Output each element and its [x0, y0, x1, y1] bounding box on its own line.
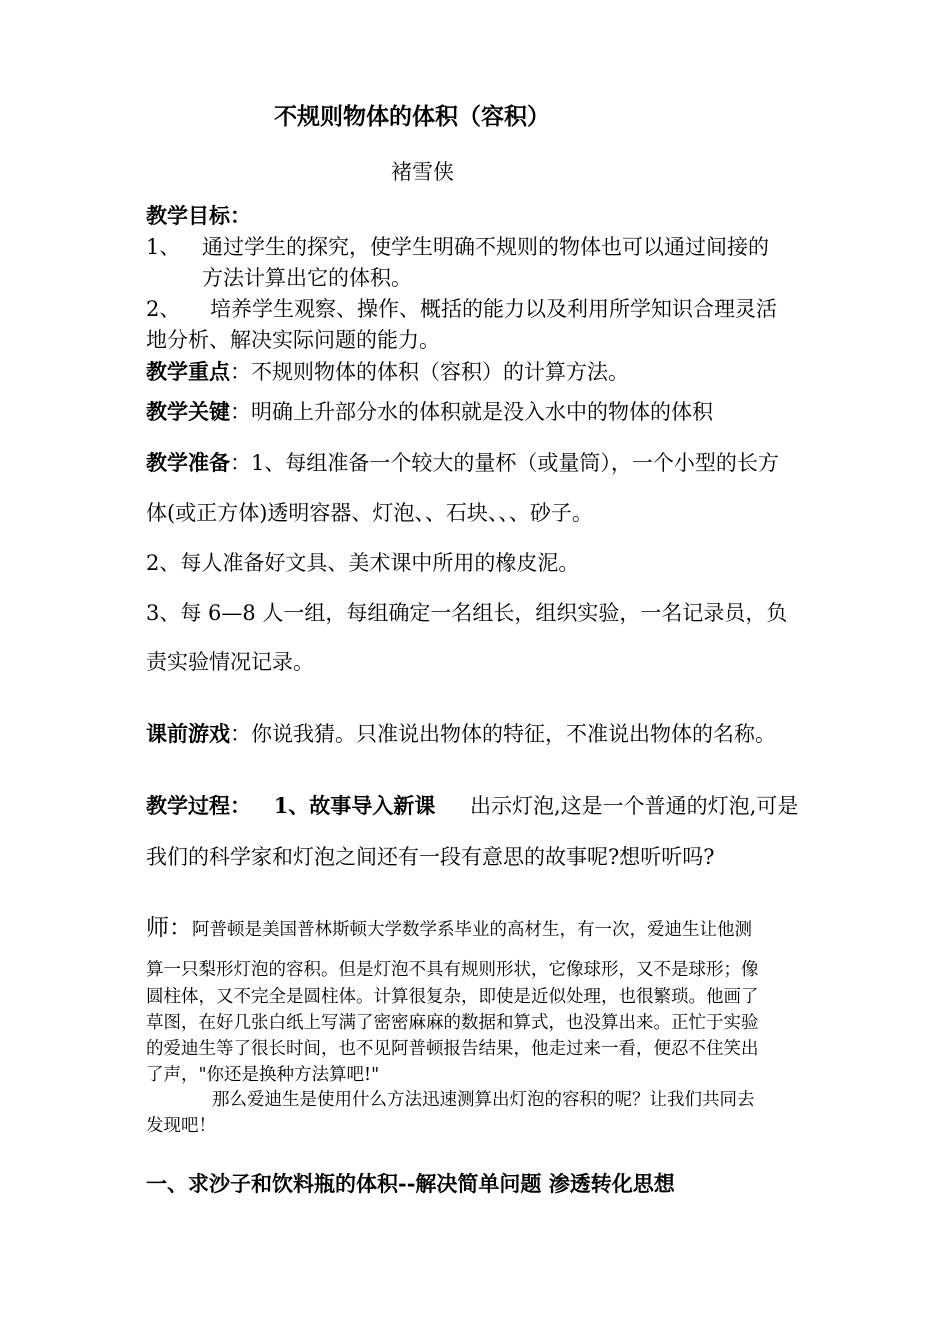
- focus-text: ：不规则物体的体积（容积）的计算方法。: [230, 360, 629, 384]
- goals-heading: 教学目标：: [146, 203, 251, 228]
- prep-paragraph: [146, 449, 779, 477]
- prep-text-line-4: 3、每 6—8 人一组，每组确定一名组长，组织实验，一名记录员，负: [146, 601, 788, 625]
- story-text-line-5: 的爱迪生等了很长时间，也不见阿普顿报告结果，他走过来一看，便忍不住笑出: [146, 1039, 759, 1059]
- story-text-line-1: 阿普顿是美国普林斯顿大学数学系毕业的高材生，有一次，爱迪生让他测: [192, 920, 752, 940]
- prep-label: 教学准备: [146, 450, 230, 475]
- story-text-line-7: 那么爱迪生是使用什么方法迅速测算出灯泡的容积的呢？让我们共同去: [212, 1090, 755, 1110]
- goal-item-1-number: 1、: [146, 235, 181, 259]
- key-text: ：明确上升部分水的体积就是没入水中的物体的体积: [230, 400, 713, 424]
- game-text: ：你说我猜。只准说出物体的特征，不准说出物体的名称。: [230, 722, 776, 746]
- key-label: 教学关键: [146, 399, 230, 424]
- goal-item-2: [146, 295, 777, 323]
- teacher-label: 师：: [146, 915, 192, 941]
- story-text-line-8: 发现吧！: [146, 1116, 216, 1136]
- story-text-line-3: 圆柱体，又不完全是圆柱体。计算很复杂，即使是近似处理，也很繁琐。他画了: [146, 987, 759, 1007]
- goal-item-2-continued: 地分析、解决实际问题的能力。: [146, 328, 440, 352]
- prep-text-line-3: 2、每人准备好文具、美术课中所用的橡皮泥。: [146, 551, 580, 575]
- process-text-line-2: 我们的科学家和灯泡之间还有一段有意思的故事呢?想听听吗?: [146, 845, 715, 869]
- process-subheading: 1、故事导入新课: [273, 793, 436, 818]
- key-paragraph: [146, 398, 713, 426]
- prep-text-line-1: ：1、每组准备一个较大的量杯（或量筒），一个小型的长方: [230, 451, 779, 475]
- goal-item-1: [146, 233, 769, 261]
- process-paragraph: [146, 792, 798, 820]
- focus-paragraph: [146, 358, 629, 386]
- goal-item-2-text: 培养学生观察、操作、概括的能力以及利用所学知识合理灵活: [210, 297, 777, 321]
- story-text-line-2: 算一只梨形灯泡的容积。但是灯泡不具有规则形状，它像球形，又不是球形；像: [146, 960, 759, 980]
- author-name: 褚雪侠: [391, 160, 454, 184]
- prep-text-line-2: 体(或正方体)透明容器、灯泡、、石块、、、砂子。: [146, 501, 593, 525]
- process-text-line-1: 出示灯泡,这是一个普通的灯泡,可是: [470, 794, 799, 818]
- goal-item-1-continued: 方法计算出它的体积。: [202, 266, 412, 290]
- focus-label: 教学重点: [146, 359, 230, 384]
- process-label: 教学过程：: [146, 793, 251, 818]
- game-paragraph: [146, 720, 776, 748]
- game-label: 课前游戏: [146, 721, 230, 746]
- prep-text-line-5: 责实验情况记录。: [146, 650, 314, 674]
- story-text-line-6: 了声，"你还是换种方法算吧!": [146, 1065, 380, 1085]
- story-text-line-4: 草图，在好几张白纸上写满了密密麻麻的数据和算式，也没算出来。正忙于实验: [146, 1013, 759, 1033]
- story-line-1: [146, 914, 752, 943]
- section-1-heading: 一、求沙子和饮料瓶的体积--解决简单问题 渗透转化思想: [146, 1171, 675, 1196]
- document-title: 不规则物体的体积（容积）: [274, 103, 550, 130]
- goal-item-2-number: 2、: [146, 297, 181, 321]
- goal-item-1-text: 通过学生的探究，使学生明确不规则的物体也可以通过间接的: [202, 235, 769, 259]
